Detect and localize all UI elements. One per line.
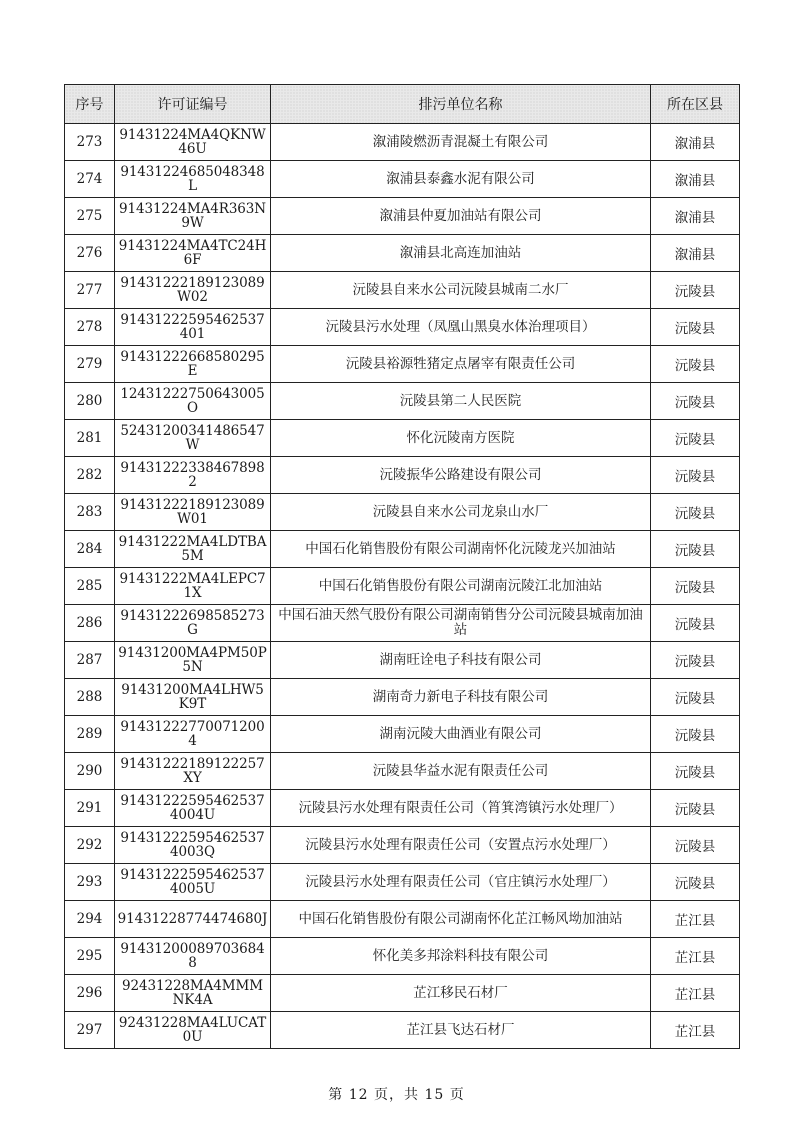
row-license-number: 91431222MA4LDTBA5M <box>115 531 271 568</box>
row-unit-name: 湖南奇力新电子科技有限公司 <box>271 679 651 716</box>
row-license-number: 91431222668580295E <box>115 346 271 383</box>
row-seq: 274 <box>65 161 115 198</box>
row-district: 沅陵县 <box>651 383 740 420</box>
row-district: 沅陵县 <box>651 716 740 753</box>
header-unit-name: 排污单位名称 <box>271 85 651 124</box>
row-seq: 277 <box>65 272 115 309</box>
row-license-number: 91431222189123089W02 <box>115 272 271 309</box>
row-license-number: 91431224685048348L <box>115 161 271 198</box>
row-unit-name: 沅陵县污水处理（凤凰山黑臭水体治理项目） <box>271 309 651 346</box>
row-license-number: 914312223384678982 <box>115 457 271 494</box>
row-unit-name: 芷江移民石材厂 <box>271 975 651 1012</box>
table-row <box>65 716 740 753</box>
table-row <box>65 494 740 531</box>
row-seq: 294 <box>65 901 115 938</box>
table-row <box>65 605 740 642</box>
row-seq: 285 <box>65 568 115 605</box>
row-license-number: 12431222750643005O <box>115 383 271 420</box>
header-seq: 序号 <box>65 85 115 124</box>
row-district: 沅陵县 <box>651 790 740 827</box>
row-seq: 284 <box>65 531 115 568</box>
row-unit-name: 中国石化销售股份有限公司湖南怀化沅陵龙兴加油站 <box>271 531 651 568</box>
row-license-number: 914312227700712004 <box>115 716 271 753</box>
header-license-number: 许可证编号 <box>115 85 271 124</box>
row-license-number: 914312000897036848 <box>115 938 271 975</box>
row-seq: 290 <box>65 753 115 790</box>
row-unit-name: 沅陵县华益水泥有限责任公司 <box>271 753 651 790</box>
row-unit-name: 沅陵县自来水公司龙泉山水厂 <box>271 494 651 531</box>
row-license-number: 91431222595462537401 <box>115 309 271 346</box>
row-district: 溆浦县 <box>651 198 740 235</box>
row-district: 沅陵县 <box>651 494 740 531</box>
table-row <box>65 679 740 716</box>
row-district: 沅陵县 <box>651 420 740 457</box>
table-row <box>65 346 740 383</box>
table-row <box>65 531 740 568</box>
table-row <box>65 198 740 235</box>
row-district: 沅陵县 <box>651 531 740 568</box>
row-license-number: 91431228774474680J <box>115 901 271 938</box>
row-seq: 296 <box>65 975 115 1012</box>
row-unit-name: 湖南沅陵大曲酒业有限公司 <box>271 716 651 753</box>
row-license-number: 91431224MA4R363N9W <box>115 198 271 235</box>
row-license-number: 92431228MA4MMMNK4A <box>115 975 271 1012</box>
row-district: 溆浦县 <box>651 235 740 272</box>
table-body <box>65 124 740 1049</box>
row-district: 溆浦县 <box>651 161 740 198</box>
table-row <box>65 975 740 1012</box>
row-seq: 282 <box>65 457 115 494</box>
table-row <box>65 124 740 161</box>
table-row <box>65 457 740 494</box>
table-row <box>65 568 740 605</box>
row-seq: 276 <box>65 235 115 272</box>
row-seq: 297 <box>65 1012 115 1049</box>
row-unit-name: 中国石化销售股份有限公司湖南怀化芷江畅风坳加油站 <box>271 901 651 938</box>
table-header-row <box>65 85 740 124</box>
row-unit-name: 沅陵县污水处理有限责任公司（安置点污水处理厂） <box>271 827 651 864</box>
row-unit-name: 怀化美多邦涂料科技有限公司 <box>271 938 651 975</box>
row-unit-name: 沅陵县污水处理有限责任公司（筲箕湾镇污水处理厂） <box>271 790 651 827</box>
row-district: 沅陵县 <box>651 272 740 309</box>
row-seq: 286 <box>65 605 115 642</box>
row-seq: 278 <box>65 309 115 346</box>
row-district: 芷江县 <box>651 1012 740 1049</box>
table-row <box>65 420 740 457</box>
row-unit-name: 中国石化销售股份有限公司湖南沅陵江北加油站 <box>271 568 651 605</box>
row-district: 芷江县 <box>651 975 740 1012</box>
table-row <box>65 1012 740 1049</box>
row-license-number: 91431222189122257XY <box>115 753 271 790</box>
row-unit-name: 溆浦县北高连加油站 <box>271 235 651 272</box>
table-row <box>65 161 740 198</box>
row-unit-name: 溆浦县泰鑫水泥有限公司 <box>271 161 651 198</box>
row-seq: 291 <box>65 790 115 827</box>
row-seq: 295 <box>65 938 115 975</box>
row-license-number: 92431228MA4LUCAT0U <box>115 1012 271 1049</box>
row-seq: 279 <box>65 346 115 383</box>
row-unit-name: 沅陵县污水处理有限责任公司（官庄镇污水处理厂） <box>271 864 651 901</box>
row-license-number: 91431200MA4LHW5K9T <box>115 679 271 716</box>
row-district: 沅陵县 <box>651 605 740 642</box>
row-seq: 273 <box>65 124 115 161</box>
row-district: 溆浦县 <box>651 124 740 161</box>
table-row <box>65 753 740 790</box>
table-row <box>65 642 740 679</box>
row-district: 沅陵县 <box>651 827 740 864</box>
row-license-number: 91431224MA4TC24H6F <box>115 235 271 272</box>
row-district: 沅陵县 <box>651 309 740 346</box>
table-row <box>65 827 740 864</box>
row-unit-name: 溆浦陵燃沥青混凝土有限公司 <box>271 124 651 161</box>
row-unit-name: 溆浦县仲夏加油站有限公司 <box>271 198 651 235</box>
row-district: 沅陵县 <box>651 457 740 494</box>
row-license-number: 91431222MA4LEPC71X <box>115 568 271 605</box>
row-district: 沅陵县 <box>651 346 740 383</box>
row-seq: 275 <box>65 198 115 235</box>
table-row <box>65 901 740 938</box>
row-seq: 281 <box>65 420 115 457</box>
row-unit-name: 沅陵县自来水公司沅陵县城南二水厂 <box>271 272 651 309</box>
row-seq: 288 <box>65 679 115 716</box>
row-district: 沅陵县 <box>651 642 740 679</box>
table-row <box>65 938 740 975</box>
permit-table <box>64 84 740 1049</box>
table-row <box>65 309 740 346</box>
row-seq: 287 <box>65 642 115 679</box>
row-unit-name: 沅陵县裕源牲猪定点屠宰有限责任公司 <box>271 346 651 383</box>
row-seq: 283 <box>65 494 115 531</box>
row-district: 沅陵县 <box>651 568 740 605</box>
row-district: 沅陵县 <box>651 753 740 790</box>
table-row <box>65 235 740 272</box>
row-license-number: 91431222189123089W01 <box>115 494 271 531</box>
row-district: 沅陵县 <box>651 679 740 716</box>
table-row <box>65 864 740 901</box>
row-seq: 289 <box>65 716 115 753</box>
row-license-number: 91431224MA4QKNW46U <box>115 124 271 161</box>
row-unit-name: 沅陵县第二人民医院 <box>271 383 651 420</box>
row-license-number: 52431200341486547W <box>115 420 271 457</box>
row-license-number: 914312225954625374003Q <box>115 827 271 864</box>
row-seq: 280 <box>65 383 115 420</box>
row-unit-name: 湖南旺诠电子科技有限公司 <box>271 642 651 679</box>
row-district: 芷江县 <box>651 901 740 938</box>
table-row <box>65 383 740 420</box>
row-license-number: 91431222698585273G <box>115 605 271 642</box>
row-seq: 292 <box>65 827 115 864</box>
table-row <box>65 790 740 827</box>
header-district: 所在区县 <box>651 85 740 124</box>
row-seq: 293 <box>65 864 115 901</box>
page-number: 第 12 页，共 15 页 <box>328 1087 465 1103</box>
row-unit-name: 芷江县飞达石材厂 <box>271 1012 651 1049</box>
row-license-number: 91431200MA4PM50P5N <box>115 642 271 679</box>
row-district: 芷江县 <box>651 938 740 975</box>
row-license-number: 914312225954625374004U <box>115 790 271 827</box>
table-row <box>65 272 740 309</box>
row-unit-name: 怀化沅陵南方医院 <box>271 420 651 457</box>
row-license-number: 914312225954625374005U <box>115 864 271 901</box>
row-unit-name: 沅陵振华公路建设有限公司 <box>271 457 651 494</box>
row-district: 沅陵县 <box>651 864 740 901</box>
row-unit-name: 中国石油天然气股份有限公司湖南销售分公司沅陵县城南加油站 <box>271 605 651 642</box>
